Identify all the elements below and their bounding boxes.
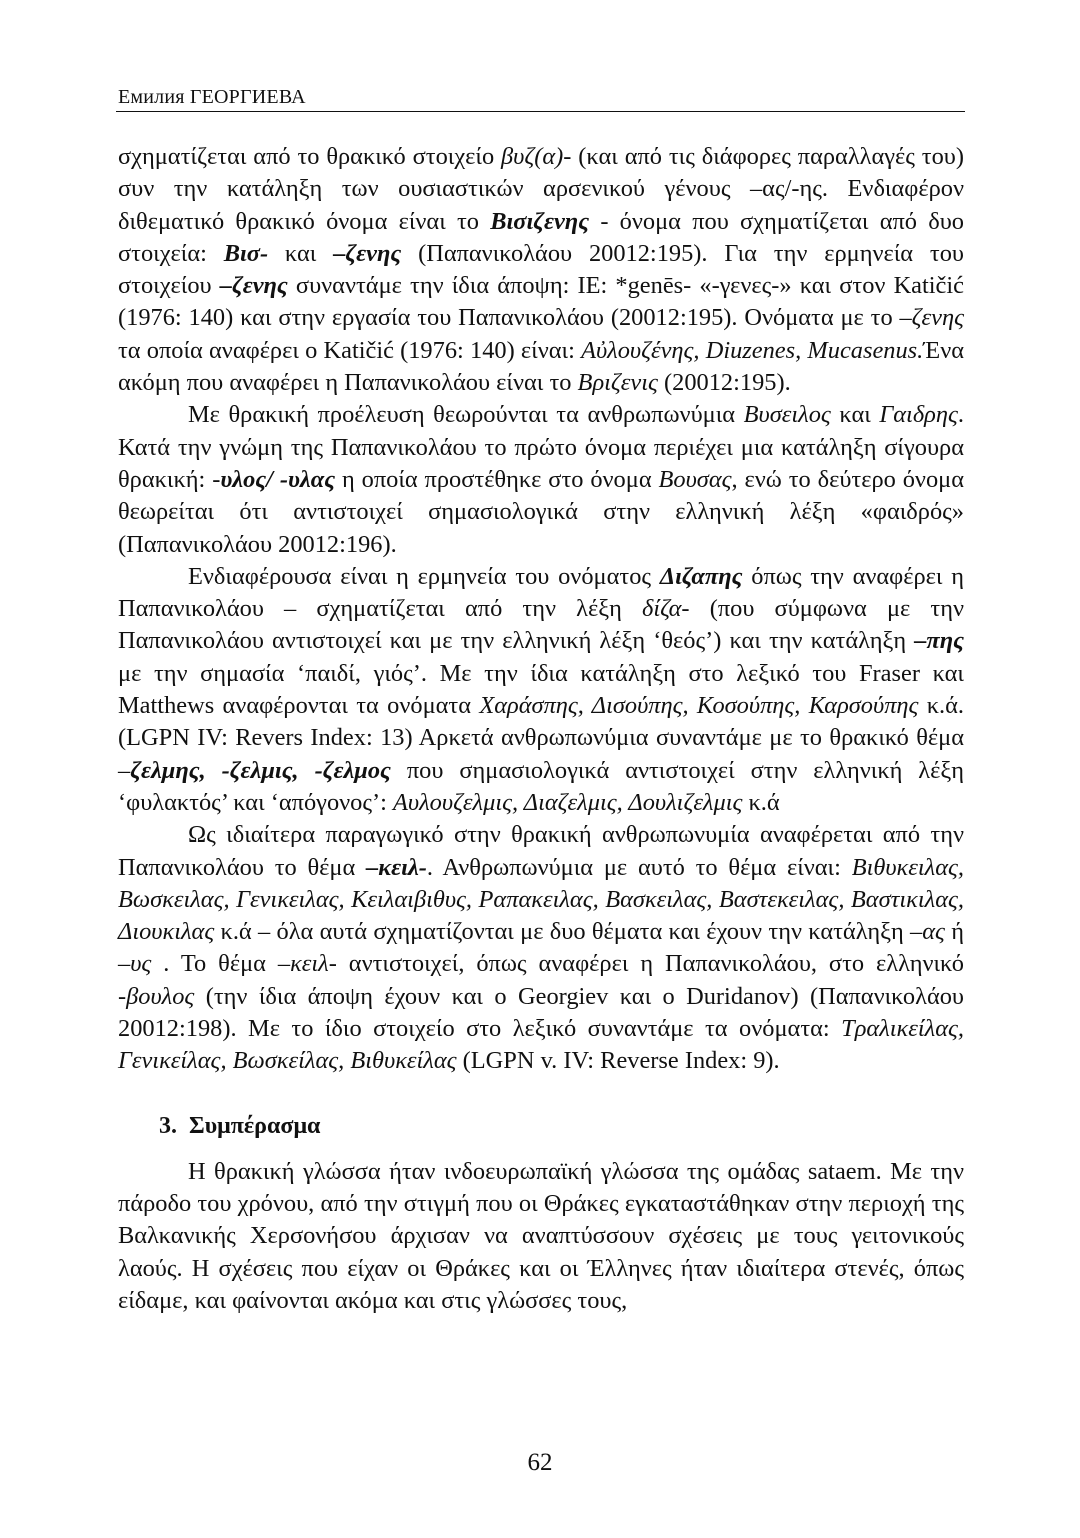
- section-number: 3.: [159, 1112, 177, 1139]
- body-text: [118, 141, 964, 1317]
- paragraph-4: Ως ιδιαίτερα παραγωγικό στην θρακική ανθρωπωνυμία αναφέρεται από την Παπανικολάου το θέμα –κειλ-. Ανθρωπωνύμια με αυτό το θέμα είναι: Βιθυκειλας, Βωσκειλας, Γενικειλας, Κειλαιβιθυς, Ραπακειλας, Βασκειλας, Βαστεκειλας, Βαστικιλας, Διουκιλας κ.ά – όλα αυτά σχηματίζονται με δυο θέματα και έχουν την κατάληξη –ας ή –υς . Το θέμα –κειλ- αντιστοιχεί, όπως αναφέρει η Παπανικολάου, στο ελληνικό -βουλος (την ίδια άποψη έχουν και ο Georgiev και ο Duridanov) (Παπανικολάου 20012:198). Με το ίδιο στοιχείο στο λεξικό συναντάμε τα ονόματα: Τραλικείλας, Γενικείλας, Βωσκείλας, Βιθυκείλας (LGPN v. IV: Reverse Index: 9).: [118, 821, 964, 1075]
- section-heading: [118, 1113, 964, 1140]
- conclusion-paragraph: Η θρακική γλώσσα ήταν ινδοευρωπαϊκή γλώσσα της ομάδας sataem. Με την πάροδο του χρόνου, από την στιγμή που οι Θράκες εγκαταστάθηκαν στην περιοχή της Βαλκανικής Χερσονήσου άρχισαν να αναπτύσσουν σχέσεις με τους γειτονικούς λαούς. Η σχέσεις που είχαν οι Θράκες και οι Έλληνες ήταν ιδιαίτερα στενές, όπως είδαμε, και φαίνονται ακόμα και στις γλώσσες τους,: [118, 1157, 964, 1314]
- header-rule: [116, 111, 965, 112]
- running-head: Емилия ГЕОРГИЕВА: [118, 86, 306, 108]
- section-title: Συμπέρασμα: [189, 1112, 321, 1139]
- paragraph-1: σχηματίζεται από το θρακικό στοιχείο βυζ(α)- (και από τις διάφορες παραλλαγές του) συν την κατάληξη των ουσιαστικών αρσενικού γένους –ας/-ης. Ενδιαφέρον διθεματικό θρακικό όνομα είναι το Βισιζενης - όνομα που σχηματίζεται από δυο στοιχεία: Βισ- και –ζενης (Παπανικολάου 20012:195). Για την ερμηνεία του στοιχείου –ζενης συναντάμε την ίδια άποψη: IE: *genēs- «-γενες-» και στον Katičić (1976: 140) και στην εργασία του Παπανικολάου (20012:195). Ονόματα με το –ζενης τα οποία αναφέρει ο Katičić (1976: 140) είναι: Αὐλουζένης, Diuzenes, Mucasenus.Ένα ακόμη που αναφέρει η Παπανικολάου είναι το Βριζενις (20012:195).: [118, 143, 964, 397]
- paragraph-2: Με θρακική προέλευση θεωρούνται τα ανθρωπωνύμια Βυσειλος και Γαιδρης. Κατά την γνώμη της Παπανικολάου το πρώτο όνομα περιέχει μια κατάληξη σίγουρα θρακική: -υλος/ -υλας η οποία προστέθηκε στο όνομα Βουσας, ενώ το δεύτερο όνομα θεωρείται ότι αντιστοιχεί σημασιολογικά στην ελληνική λέξη «φαιδρός» (Παπανικολάου 20012:196).: [118, 401, 964, 558]
- page-number: 62: [527, 1449, 553, 1476]
- paragraph-3: Ενδιαφέρουσα είναι η ερμηνεία του ονόματος Διζαπης όπως την αναφέρει η Παπανικολάου – σχηματίζεται από την λέξη δίζα- (που σύμφωνα με την Παπανικολάου αντιστοιχεί και με την ελληνική λέξη ‘θεός’) και την κατάληξη –πης με την σημασία ‘παιδί, γιός’. Με την ίδια κατάληξη στο λεξικό του Fraser και Matthews αναφέρονται τα ονόματα Χαράσπης, Δισούπης, Κοσούπης, Καρσούπης κ.ά. (LGPN IV: Revers Index: 13) Αρκετά ανθρωπωνύμια συναντάμε με το θρακικό θέμα –ζελμης, -ζελμις, -ζελμος που σημασιολογικά αντιστοιχεί στην ελληνική λέξη ‘φυλακτός’ και ‘απόγονος’: Αυλουζελμις, Διαζελμις, Δουλιζελμις κ.ά: [118, 562, 965, 816]
